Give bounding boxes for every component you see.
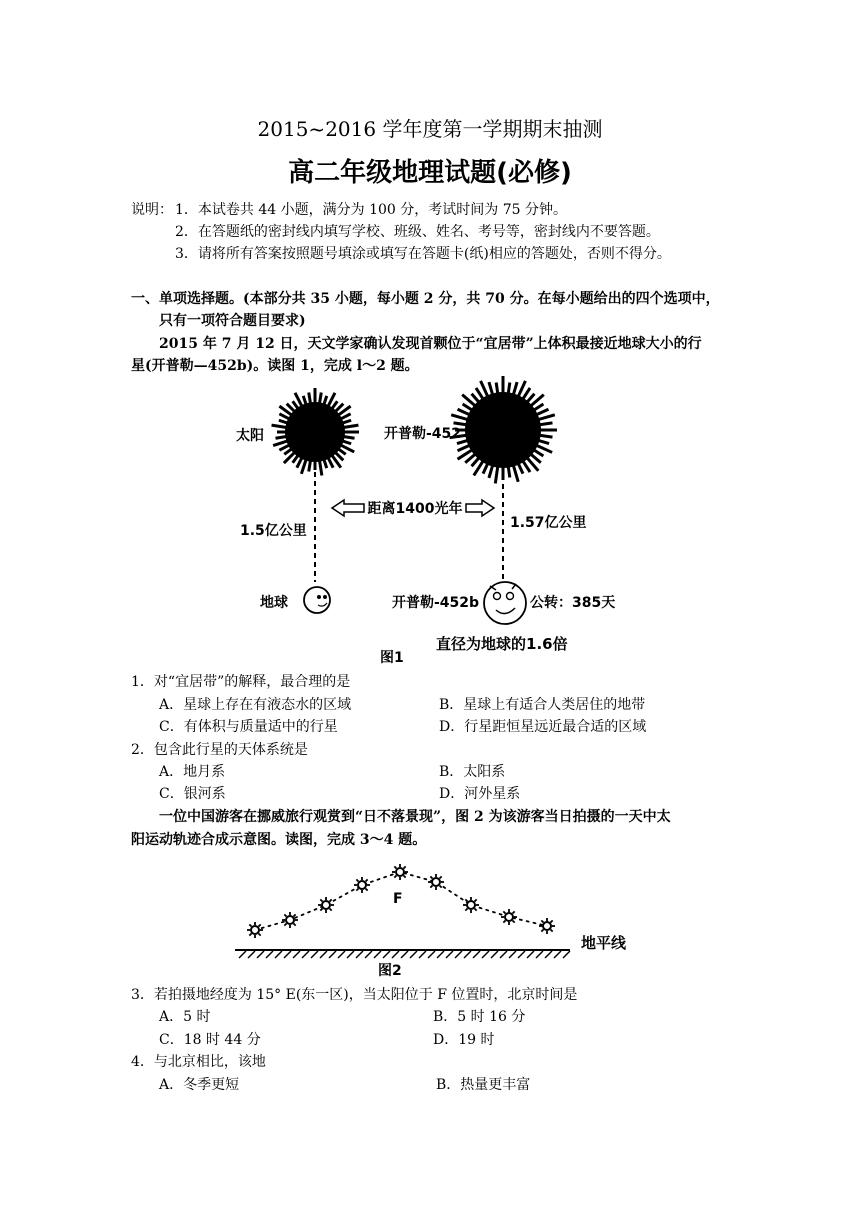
mini-sun-icon xyxy=(463,897,479,913)
question-4-stem: 4．与北京相比，该地 xyxy=(131,1054,266,1070)
horizon-label: 地平线 xyxy=(581,934,627,952)
diameter-label: 直径为地球的1.6倍 xyxy=(436,635,568,653)
kepler-label: 开普勒-452 xyxy=(384,426,462,442)
ground-hatching xyxy=(239,951,570,958)
question-2-stem: 2．包含此行星的天体系统是 xyxy=(131,742,308,758)
earth-icon xyxy=(304,587,330,613)
exam-title: 高二年级地理试题(必修) xyxy=(288,158,572,188)
note-item: 1．本试卷共 44 小题，满分为 100 分，考试时间为 75 分钟。 xyxy=(175,202,567,218)
question-3-stem: 3．若拍摄地经度为 15° E(东一区)，当太阳位于 F 位置时，北京时间是 xyxy=(131,987,578,1003)
q3-option-c: C．18 时 44 分 xyxy=(159,1032,261,1048)
mini-sun-icon xyxy=(247,922,263,938)
orbit-label: 公转：385天 xyxy=(530,595,616,611)
distance-label: 距离1400光年 xyxy=(367,501,463,517)
kepler-star-icon xyxy=(450,376,557,483)
figure-1-caption: 图1 xyxy=(380,650,404,666)
q2-option-a: A．地月系 xyxy=(159,764,226,780)
passage-intro-cont: 星(开普勒—452b)。读图 1，完成 l～2 题。 xyxy=(131,358,419,374)
mini-sun-icon xyxy=(428,874,444,890)
sun-earth-distance: 1.5亿公里 xyxy=(240,523,307,539)
earth-label: 地球 xyxy=(260,595,288,611)
q3-option-b: B．5 时 16 分 xyxy=(433,1009,526,1025)
figure-2-caption: 图2 xyxy=(378,963,402,979)
exam-subtitle: 2015~2016 学年度第一学期期末抽测 xyxy=(257,117,603,141)
mini-sun-icon xyxy=(392,864,408,880)
mini-sun-icon xyxy=(318,897,334,913)
section-heading-cont: 只有一项符合题目要求) xyxy=(159,313,306,329)
f-point-label: F xyxy=(393,891,403,907)
note-item: 3．请将所有答案按照题号填涂或填写在答题卡(纸)相应的答题处，否则不得分。 xyxy=(175,246,671,262)
q1-option-d: D．行星距恒星远近最合适的区域 xyxy=(439,719,647,735)
section-heading: 一、单项选择题。(本部分共 35 小题，每小题 2 分，共 70 分。在每小题给出的四个选项中， xyxy=(131,291,720,307)
passage-intro: 2015 年 7 月 12 日，天文学家确认发现首颗位于“宜居带”上体积最接近地球大小的行 xyxy=(159,336,702,352)
q2-option-d: D．河外星系 xyxy=(439,786,521,802)
mini-sun-icon xyxy=(354,877,370,893)
sun-icon xyxy=(272,388,359,475)
mini-sun-icon xyxy=(501,909,517,925)
q2-option-b: B．太阳系 xyxy=(439,764,506,780)
q1-option-b: B．星球上有适合人类居住的地带 xyxy=(439,697,646,713)
sun-label: 太阳 xyxy=(236,428,264,444)
passage-intro-cont: 阳运动轨迹合成示意图。读图，完成 3～4 题。 xyxy=(131,832,427,848)
passage-intro: 一位中国游客在挪威旅行观赏到“日不落景现”，图 2 为该游客当日拍摄的一天中太 xyxy=(159,809,671,825)
q2-option-c: C．银河系 xyxy=(159,786,226,802)
q3-option-d: D．19 时 xyxy=(433,1032,495,1048)
figure-1-diagram xyxy=(220,370,640,670)
q1-option-a: A．星球上存在有液态水的区域 xyxy=(159,697,352,713)
q1-option-c: C．有体积与质量适中的行星 xyxy=(159,719,338,735)
question-1-stem: 1．对“宜居带”的解释，最合理的是 xyxy=(131,674,351,690)
q3-option-a: A．5 时 xyxy=(159,1009,211,1025)
figure-2-diagram xyxy=(225,858,645,980)
note-item: 2．在答题纸的密封线内填写学校、班级、姓名、考号等，密封线内不要答题。 xyxy=(175,224,660,240)
notes-lead: 说明： xyxy=(131,202,173,218)
planet-452b-icon xyxy=(484,582,526,624)
q4-option-b: B．热量更丰富 xyxy=(436,1077,531,1093)
mini-sun-icon xyxy=(539,918,555,934)
q4-option-a: A．冬季更短 xyxy=(159,1077,240,1093)
planet-label: 开普勒-452b xyxy=(392,595,480,611)
kepler-planet-distance: 1.57亿公里 xyxy=(510,515,587,531)
mini-sun-icon xyxy=(282,912,298,928)
